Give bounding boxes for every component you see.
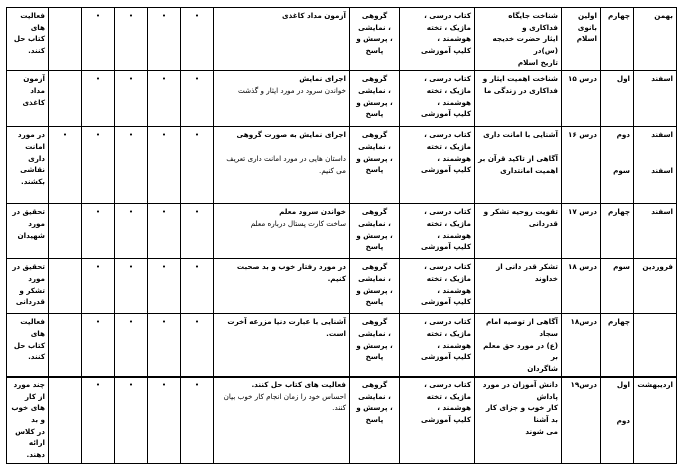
month-label: اردیبهشت — [637, 380, 673, 389]
note-cell — [7, 259, 49, 314]
mark-cell — [148, 204, 181, 259]
bullet-mark: • — [161, 130, 167, 140]
cell-line: کلیپ آموزشی — [420, 45, 471, 55]
bullet-mark: • — [128, 11, 134, 20]
mark-cell — [82, 259, 115, 314]
cell-line: های خوب و بد — [11, 403, 45, 424]
table-row — [7, 259, 677, 314]
mark-cell — [181, 259, 214, 314]
cell-line: گروهی — [361, 317, 388, 327]
mark-cell — [115, 71, 148, 127]
cell-line: کتاب درسی ، — [424, 317, 471, 327]
cell-line: فعالیت های — [20, 11, 45, 32]
mark-cell — [82, 377, 115, 464]
cell-line: شناخت اهمیت ایثار و — [482, 74, 558, 84]
week-cell — [601, 127, 634, 204]
cell-line: کنند. — [332, 403, 346, 413]
lesson-cell — [562, 314, 601, 377]
mark-cell — [115, 377, 148, 464]
cell-line: احساس خود را زمان انجام کار خوب بیان — [223, 391, 346, 401]
mark-cell — [148, 377, 181, 464]
lesson-cell — [562, 204, 601, 259]
goal-cell — [475, 127, 562, 204]
goal-cell — [475, 204, 562, 259]
mark-cell — [181, 8, 214, 71]
mark-cell — [148, 127, 181, 204]
cell-line: ، پرسش و — [356, 97, 393, 107]
note-cell — [7, 314, 49, 377]
cell-line: کلیپ آموزشی — [420, 242, 471, 252]
cell-line: ، پرسش و — [356, 403, 393, 413]
cell-line: آزمون مداد — [23, 74, 45, 95]
mark-cell — [115, 314, 148, 377]
cell-line: هوشمند ، — [437, 285, 471, 295]
cell-line: ماژیک ، تخته — [426, 218, 471, 228]
cell-line: بکشند. — [20, 176, 45, 186]
week-cell — [601, 259, 634, 314]
week-label: دوم — [616, 415, 630, 425]
table-row — [7, 377, 677, 464]
cell-line: شناخت جایگاه فداکاری و — [508, 11, 558, 32]
cell-line: کلیپ آموزشی — [420, 414, 471, 424]
cell-line: ساخت کارت پستال درباره معلم — [250, 218, 346, 228]
cell-line: درس ۱۵ — [567, 74, 597, 84]
month-cell — [634, 377, 677, 464]
cell-line: قدردانی — [15, 297, 45, 307]
mark-cell — [148, 259, 181, 314]
cell-line: تشکر و — [19, 285, 45, 295]
cell-line: دانش آموزان در مورد پاداش — [482, 380, 558, 401]
goal-cell — [475, 314, 562, 377]
media-cell — [400, 71, 475, 127]
mark-cell — [148, 8, 181, 71]
cell-line: درس ۱۶ — [567, 130, 597, 140]
cell-line: تاریخ اسلام — [517, 57, 558, 67]
cell-line: اجرای نمایش — [299, 74, 346, 84]
week-label: دوم — [616, 130, 630, 140]
mark-cell — [49, 71, 82, 127]
cell-line: هوشمند ، — [437, 97, 471, 107]
bullet-mark: • — [194, 380, 200, 389]
cell-line: کتاب درسی ، — [424, 74, 471, 84]
cell-line: درس ۱۷ — [567, 207, 597, 217]
cell-line: تشکر قدر دانی از خداوند — [496, 262, 558, 283]
lesson-cell — [562, 377, 601, 464]
cell-line: پاسخ — [365, 352, 384, 362]
bullet-mark: • — [128, 130, 134, 140]
note-cell — [7, 377, 49, 464]
month-label: بهمن — [654, 11, 673, 20]
mark-cell — [181, 204, 214, 259]
mark-cell — [49, 8, 82, 71]
week-label: اول — [616, 380, 630, 389]
table-row — [7, 71, 677, 127]
week-cell — [601, 377, 634, 464]
note-cell — [7, 127, 49, 204]
cell-line: دهند. — [26, 449, 45, 459]
cell-line: ماژیک ، تخته — [426, 141, 471, 151]
month-label: اسفند — [651, 207, 673, 217]
cell-line: ماژیک ، تخته — [426, 85, 471, 95]
month-label: اسفند — [651, 74, 673, 84]
bullet-mark: • — [161, 262, 167, 272]
cell-line: ، نمایشی — [358, 328, 391, 338]
cell-line: پاسخ — [365, 242, 384, 252]
cell-line: گروهی — [361, 74, 388, 84]
activity-cell — [214, 204, 350, 259]
method-cell — [350, 127, 400, 204]
cell-line: ، نمایشی — [358, 22, 391, 32]
cell-line: اسلام — [576, 34, 597, 44]
cell-line: آشنایی با عبارت دنیا مزرعه آخرت است. — [227, 317, 346, 338]
bullet-mark: • — [95, 130, 101, 140]
bullet-mark: • — [194, 207, 200, 217]
cell-line: درس ۱۸ — [567, 262, 597, 272]
week-label: سوم — [613, 165, 630, 175]
cell-line: چهارم — [607, 207, 630, 217]
cell-line: سوم — [613, 262, 630, 272]
cell-line: شاگردان — [527, 363, 558, 373]
cell-line: اهمیت امانتداری — [500, 165, 558, 175]
bullet-mark: • — [95, 11, 101, 20]
mark-cell — [49, 259, 82, 314]
cell-line: پاسخ — [365, 165, 384, 175]
cell-line: در کلاس ارائه — [15, 426, 45, 448]
mark-cell — [115, 8, 148, 71]
mark-cell — [181, 314, 214, 377]
method-cell — [350, 377, 400, 464]
cell-line: هوشمند ، — [437, 153, 471, 163]
cell-line: کتاب درسی ، — [424, 262, 471, 272]
cell-line: می کنیم. — [319, 165, 346, 175]
cell-line: ، نمایشی — [358, 218, 391, 228]
lesson-plan-table — [6, 7, 677, 378]
month-cell — [634, 204, 677, 259]
cell-line: کار خوب و جزای کار بد آشنا — [485, 403, 558, 424]
cell-line: ، نمایشی — [358, 85, 391, 95]
cell-line: درس۱۹ — [570, 380, 597, 389]
cell-line: خواندن سرود در مورد ایثار و گذشت — [237, 85, 346, 95]
cell-line: کاغذی — [22, 97, 45, 107]
cell-line: می شوند — [525, 426, 558, 436]
cell-line: گروهی — [361, 262, 388, 272]
method-cell — [350, 8, 400, 71]
bullet-mark: • — [128, 262, 134, 272]
mark-cell — [181, 71, 214, 127]
cell-line: خواندن سرود معلم — [279, 207, 346, 217]
goal-cell — [475, 71, 562, 127]
cell-line: ماژیک ، تخته — [426, 273, 471, 283]
table-row — [7, 8, 677, 71]
cell-line: (ع) در مورد حق معلم بر — [483, 340, 558, 362]
week-cell — [601, 8, 634, 71]
mark-cell — [82, 204, 115, 259]
cell-line: فداکاری در زندگی ما — [484, 85, 558, 95]
cell-line: ماژیک ، تخته — [426, 391, 471, 401]
month-label: اسفند — [651, 130, 673, 140]
cell-line: پاسخ — [365, 297, 384, 307]
table-row — [7, 314, 677, 377]
cell-line: هوشمند ، — [437, 340, 471, 350]
cell-line: آزمون مداد کاغذی — [282, 11, 346, 20]
cell-line: گروهی — [361, 130, 388, 140]
bullet-mark: • — [95, 317, 101, 327]
week-cell — [601, 204, 634, 259]
cell-line: داستان هایی در مورد امانت داری تعریف — [226, 153, 346, 163]
bullet-mark: • — [161, 11, 167, 20]
mark-cell — [115, 204, 148, 259]
cell-line: گروهی — [361, 11, 388, 20]
bullet-mark: • — [95, 262, 101, 272]
cell-line: فعالیت های کتاب حل کنند. — [251, 380, 346, 389]
activity-cell — [214, 314, 350, 377]
mark-cell — [49, 314, 82, 377]
note-cell — [7, 71, 49, 127]
cell-line: پاسخ — [365, 45, 384, 55]
mark-cell — [82, 8, 115, 71]
bullet-mark: • — [161, 380, 167, 389]
cell-line: ، پرسش و — [356, 285, 393, 295]
bullet-mark: • — [194, 74, 200, 84]
cell-line: هوشمند ، — [437, 403, 471, 413]
cell-line: آگاهی از تاکید قرآن بر — [478, 153, 558, 163]
cell-line: گروهی — [361, 207, 388, 217]
cell-line: فعالیت های — [20, 317, 45, 338]
bullet-mark: • — [161, 207, 167, 217]
cell-line: ، نمایشی — [358, 391, 391, 401]
mark-cell — [49, 127, 82, 204]
month-label: اسفند — [651, 165, 673, 175]
method-cell — [350, 314, 400, 377]
cell-line: کتاب حل کنند. — [13, 34, 45, 55]
bullet-mark: • — [128, 317, 134, 327]
mark-cell — [181, 127, 214, 204]
lesson-cell — [562, 8, 601, 71]
activity-cell — [214, 71, 350, 127]
table-row — [7, 127, 677, 204]
note-cell — [7, 204, 49, 259]
cell-line: شهیدان — [17, 230, 45, 240]
month-cell — [634, 259, 677, 314]
cell-line: اول — [616, 74, 630, 84]
cell-line: کلیپ آموزشی — [420, 352, 471, 362]
cell-line: کلیپ آموزشی — [420, 297, 471, 307]
lesson-cell — [562, 127, 601, 204]
bullet-mark: • — [128, 380, 134, 389]
cell-line: کتاب درسی ، — [424, 207, 471, 217]
mark-cell — [115, 259, 148, 314]
activity-cell — [214, 8, 350, 71]
cell-line: کلیپ آموزشی — [420, 109, 471, 119]
cell-line: ، نمایشی — [358, 141, 391, 151]
month-label: فروردین — [642, 262, 673, 272]
goal-cell — [475, 259, 562, 314]
cell-line: در مورد رفتار خوب و بد صحبت کنیم. — [236, 262, 346, 283]
month-cell — [634, 127, 677, 204]
cell-line: کتاب درسی ، — [424, 11, 471, 20]
cell-line: چهارم — [607, 317, 630, 327]
lesson-cell — [562, 71, 601, 127]
cell-line: اجرای نمایش به صورت گروهی — [236, 130, 346, 140]
bullet-mark: • — [95, 207, 101, 217]
cell-line: در مورد امانت — [17, 130, 45, 151]
cell-line: ، پرسش و — [356, 340, 393, 350]
media-cell — [400, 8, 475, 71]
mark-cell — [115, 127, 148, 204]
method-cell — [350, 204, 400, 259]
mark-cell — [82, 71, 115, 127]
cell-line: چهارم — [607, 11, 630, 20]
cell-line: کتاب درسی ، — [424, 130, 471, 140]
cell-line: ، پرسش و — [356, 153, 393, 163]
table-row — [7, 204, 677, 259]
cell-line: کتاب درسی ، — [424, 380, 471, 389]
cell-line: تحقیق در مورد — [12, 207, 45, 228]
media-cell — [400, 204, 475, 259]
bullet-mark: • — [194, 130, 200, 140]
cell-line: پاسخ — [365, 109, 384, 119]
cell-line: درس۱۸ — [570, 317, 597, 327]
lesson-cell — [562, 259, 601, 314]
activity-cell — [214, 259, 350, 314]
media-cell — [400, 259, 475, 314]
bullet-mark: • — [62, 130, 68, 140]
mark-cell — [49, 377, 82, 464]
bullet-mark: • — [194, 317, 200, 327]
cell-line: پاسخ — [365, 414, 384, 424]
mark-cell — [82, 314, 115, 377]
cell-line: ، پرسش و — [356, 34, 393, 44]
mark-cell — [148, 314, 181, 377]
cell-line: هوشمند ، — [437, 34, 471, 44]
cell-line: آشنایی با امانت داری — [483, 130, 558, 140]
cell-line: چند مورد از کار — [13, 380, 45, 401]
cell-line: تحقیق در مورد — [12, 262, 45, 283]
method-cell — [350, 259, 400, 314]
cell-line: ، پرسش و — [356, 230, 393, 240]
cell-line: ، نمایشی — [358, 273, 391, 283]
cell-line: کتاب حل کنند. — [13, 340, 45, 362]
media-cell — [400, 314, 475, 377]
cell-line: داری نقاشی — [20, 153, 45, 175]
note-cell — [7, 8, 49, 71]
bullet-mark: • — [128, 207, 134, 217]
cell-line: قدردانی — [528, 218, 558, 228]
bullet-mark: • — [95, 74, 101, 84]
activity-cell — [214, 127, 350, 204]
media-cell — [400, 377, 475, 464]
activity-cell — [214, 377, 350, 464]
lesson-plan-table-2 — [6, 376, 677, 464]
mark-cell — [148, 71, 181, 127]
cell-line: تقویت روحیه تشکر و — [483, 207, 558, 217]
cell-line: گروهی — [361, 380, 388, 389]
media-cell — [400, 127, 475, 204]
bullet-mark: • — [161, 74, 167, 84]
goal-cell — [475, 8, 562, 71]
bullet-mark: • — [161, 317, 167, 327]
mark-cell — [82, 127, 115, 204]
bullet-mark: • — [194, 11, 200, 20]
bullet-mark: • — [128, 74, 134, 84]
week-cell — [601, 314, 634, 377]
method-cell — [350, 71, 400, 127]
month-cell — [634, 314, 677, 377]
cell-line: آگاهی از توصیه امام سجاد — [485, 317, 558, 338]
cell-line: کلیپ آموزشی — [420, 165, 471, 175]
week-cell — [601, 71, 634, 127]
month-cell — [634, 8, 677, 71]
mark-cell — [181, 377, 214, 464]
month-cell — [634, 71, 677, 127]
cell-line: اولین — [577, 11, 597, 20]
goal-cell — [475, 377, 562, 464]
cell-line: هوشمند ، — [437, 230, 471, 240]
cell-line: بانوی — [577, 22, 597, 32]
cell-line: ماژیک ، تخته — [426, 328, 471, 338]
cell-line: ماژیک ، تخته — [426, 22, 471, 32]
bullet-mark: • — [194, 262, 200, 272]
cell-line: ایثار حضرت خدیجه (س)در — [492, 34, 558, 55]
bullet-mark: • — [95, 380, 101, 389]
mark-cell — [49, 204, 82, 259]
